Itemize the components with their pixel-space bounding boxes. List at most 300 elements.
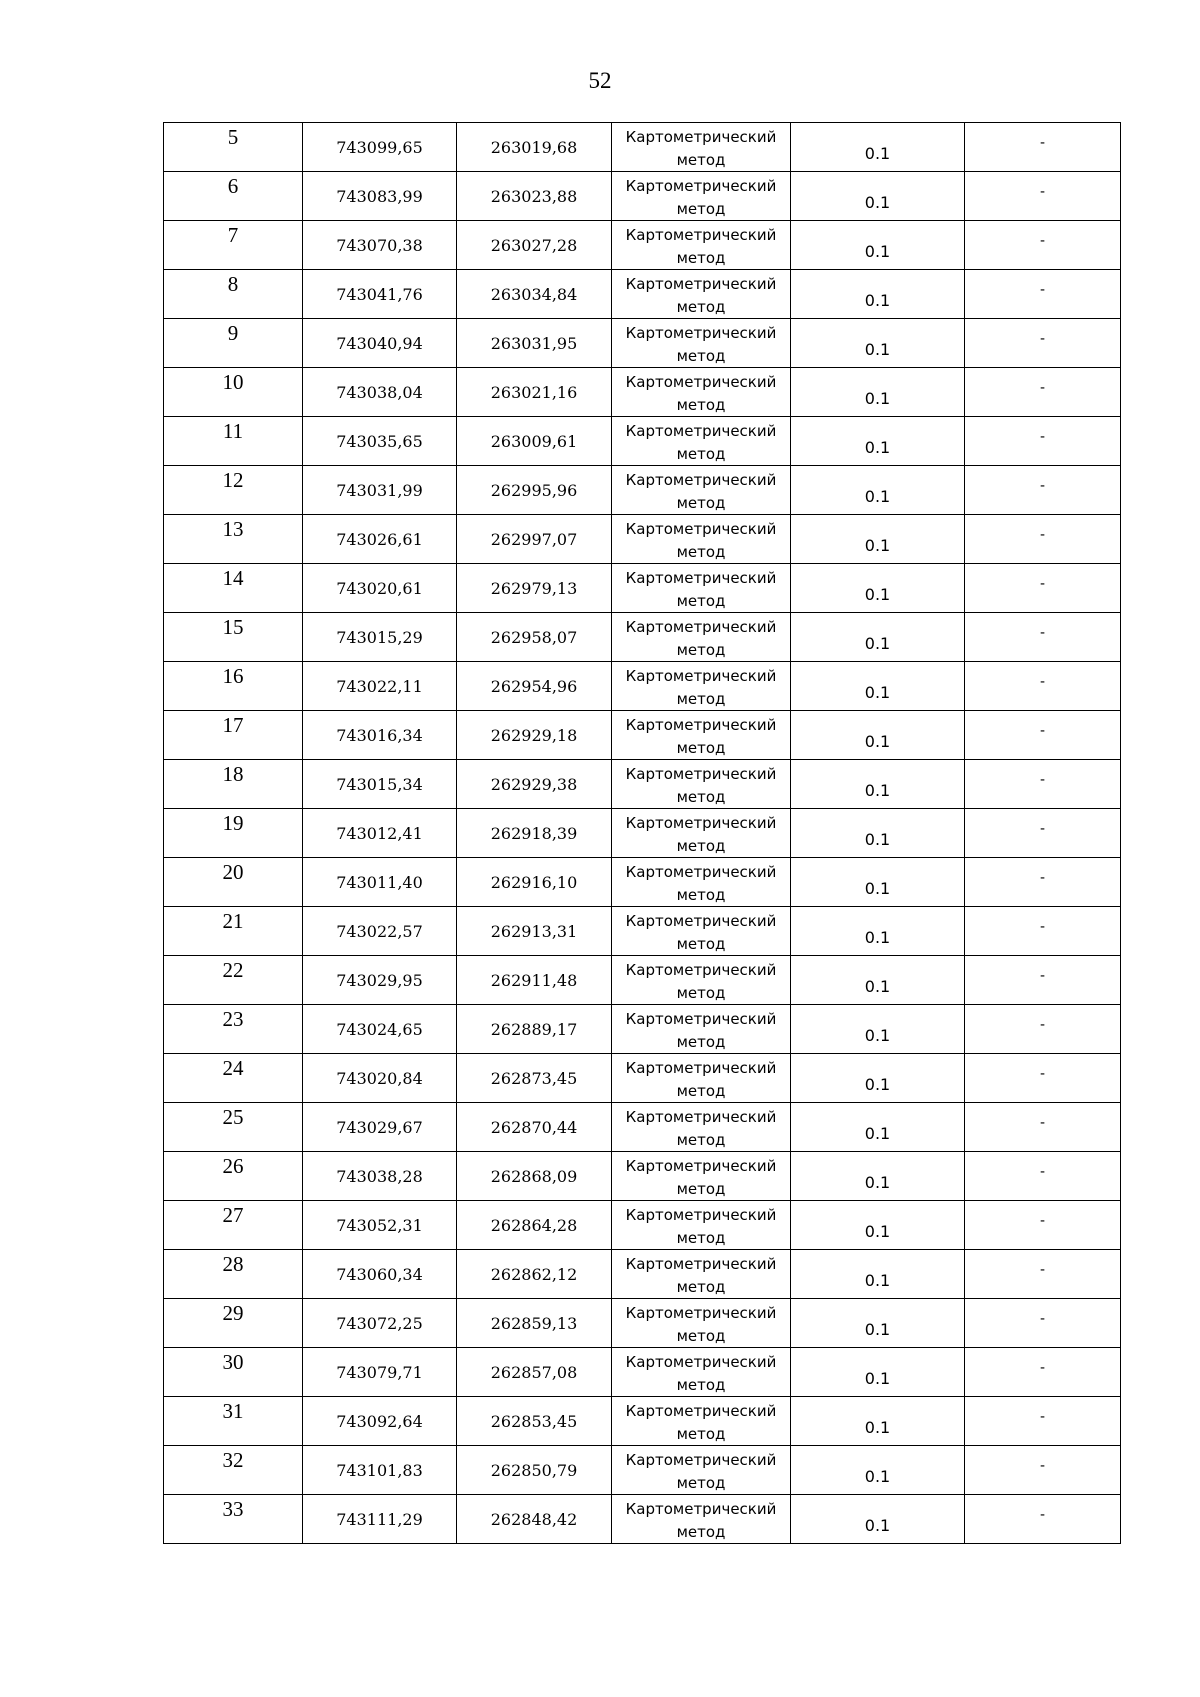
note-value: - bbox=[1039, 1458, 1046, 1474]
method-text bbox=[612, 322, 790, 368]
accuracy-value: 0.1 bbox=[864, 144, 891, 163]
accuracy-cell bbox=[791, 907, 965, 956]
method-text bbox=[612, 616, 790, 662]
accuracy-cell bbox=[791, 368, 965, 417]
method-cell bbox=[612, 270, 791, 319]
x-coordinate-cell bbox=[303, 515, 457, 564]
point-number: 21 bbox=[222, 909, 244, 933]
x-coordinate: 743070,38 bbox=[336, 236, 423, 255]
note-cell bbox=[965, 172, 1121, 221]
y-coordinate-cell bbox=[457, 662, 612, 711]
method-line-1: Картометрический bbox=[625, 1353, 777, 1371]
x-coordinate: 743029,67 bbox=[336, 1118, 423, 1137]
method-cell bbox=[612, 1446, 791, 1495]
accuracy-cell bbox=[791, 417, 965, 466]
method-text bbox=[612, 1351, 790, 1397]
point-number: 31 bbox=[222, 1399, 244, 1423]
accuracy-cell bbox=[791, 613, 965, 662]
point-number-cell bbox=[164, 466, 303, 515]
accuracy-cell bbox=[791, 221, 965, 270]
method-line-2: метод bbox=[676, 298, 726, 316]
x-coordinate: 743099,65 bbox=[336, 138, 423, 157]
note-cell bbox=[965, 1250, 1121, 1299]
method-text bbox=[612, 1106, 790, 1152]
point-number-cell bbox=[164, 809, 303, 858]
note-value: - bbox=[1039, 135, 1046, 151]
table-row bbox=[164, 1397, 1121, 1446]
x-coordinate-cell bbox=[303, 1054, 457, 1103]
accuracy-cell bbox=[791, 1103, 965, 1152]
accuracy-value: 0.1 bbox=[864, 634, 891, 653]
x-coordinate-cell bbox=[303, 172, 457, 221]
note-cell bbox=[965, 1495, 1121, 1544]
note-cell bbox=[965, 809, 1121, 858]
method-line-1: Картометрический bbox=[625, 422, 777, 440]
method-line-2: метод bbox=[676, 151, 726, 169]
method-line-1: Картометрический bbox=[625, 618, 777, 636]
y-coordinate: 262929,38 bbox=[490, 775, 578, 794]
point-number-cell bbox=[164, 662, 303, 711]
x-coordinate-cell bbox=[303, 1397, 457, 1446]
method-text bbox=[612, 910, 790, 956]
note-value: - bbox=[1039, 282, 1046, 298]
point-number: 9 bbox=[227, 321, 239, 345]
method-line-1: Картометрический bbox=[625, 471, 777, 489]
method-cell bbox=[612, 172, 791, 221]
method-text bbox=[612, 126, 790, 172]
accuracy-cell bbox=[791, 858, 965, 907]
point-number-cell bbox=[164, 221, 303, 270]
note-cell bbox=[965, 221, 1121, 270]
x-coordinate: 743060,34 bbox=[336, 1265, 423, 1284]
point-number: 23 bbox=[222, 1007, 244, 1031]
y-coordinate-cell bbox=[457, 858, 612, 907]
x-coordinate: 743038,28 bbox=[336, 1167, 423, 1186]
note-value: - bbox=[1039, 772, 1046, 788]
x-coordinate-cell bbox=[303, 466, 457, 515]
method-line-2: метод bbox=[676, 1425, 726, 1443]
method-cell bbox=[612, 221, 791, 270]
note-value: - bbox=[1039, 233, 1046, 249]
note-value: - bbox=[1039, 674, 1046, 690]
method-cell bbox=[612, 907, 791, 956]
y-coordinate: 262862,12 bbox=[490, 1265, 578, 1284]
point-number: 14 bbox=[222, 566, 244, 590]
y-coordinate: 262913,31 bbox=[490, 922, 578, 941]
point-number-cell bbox=[164, 270, 303, 319]
accuracy-cell bbox=[791, 1201, 965, 1250]
method-text bbox=[612, 1449, 790, 1495]
note-cell bbox=[965, 956, 1121, 1005]
accuracy-cell bbox=[791, 1054, 965, 1103]
method-line-2: метод bbox=[676, 396, 726, 414]
x-coordinate-cell bbox=[303, 319, 457, 368]
y-coordinate-cell bbox=[457, 417, 612, 466]
accuracy-cell bbox=[791, 319, 965, 368]
y-coordinate-cell bbox=[457, 1250, 612, 1299]
method-line-2: метод bbox=[676, 445, 726, 463]
method-cell bbox=[612, 123, 791, 172]
method-line-2: метод bbox=[676, 1033, 726, 1051]
accuracy-value: 0.1 bbox=[864, 830, 891, 849]
point-number: 25 bbox=[222, 1105, 244, 1129]
table-row bbox=[164, 1250, 1121, 1299]
y-coordinate: 263019,68 bbox=[490, 138, 578, 157]
method-text bbox=[612, 224, 790, 270]
point-number-cell bbox=[164, 417, 303, 466]
method-line-2: метод bbox=[676, 1082, 726, 1100]
x-coordinate-cell bbox=[303, 1005, 457, 1054]
x-coordinate: 743026,61 bbox=[336, 530, 423, 549]
point-number-cell bbox=[164, 1446, 303, 1495]
x-coordinate: 743024,65 bbox=[336, 1020, 423, 1039]
method-line-2: метод bbox=[676, 1474, 726, 1492]
y-coordinate-cell bbox=[457, 1005, 612, 1054]
point-number: 29 bbox=[222, 1301, 244, 1325]
method-cell bbox=[612, 662, 791, 711]
method-line-1: Картометрический bbox=[625, 1304, 777, 1322]
note-value: - bbox=[1039, 429, 1046, 445]
point-number: 17 bbox=[222, 713, 244, 737]
x-coordinate-cell bbox=[303, 760, 457, 809]
accuracy-value: 0.1 bbox=[864, 1075, 891, 1094]
method-line-2: метод bbox=[676, 690, 726, 708]
note-cell bbox=[965, 1103, 1121, 1152]
note-cell bbox=[965, 1054, 1121, 1103]
y-coordinate-cell bbox=[457, 956, 612, 1005]
note-cell bbox=[965, 417, 1121, 466]
accuracy-value: 0.1 bbox=[864, 1516, 891, 1535]
table-row bbox=[164, 711, 1121, 760]
method-line-2: метод bbox=[676, 886, 726, 904]
note-cell bbox=[965, 1397, 1121, 1446]
table-row bbox=[164, 858, 1121, 907]
accuracy-value: 0.1 bbox=[864, 487, 891, 506]
method-text bbox=[612, 420, 790, 466]
point-number-cell bbox=[164, 613, 303, 662]
x-coordinate-cell bbox=[303, 809, 457, 858]
method-line-1: Картометрический bbox=[625, 716, 777, 734]
note-value: - bbox=[1039, 527, 1046, 543]
note-cell bbox=[965, 123, 1121, 172]
x-coordinate: 743011,40 bbox=[336, 873, 423, 892]
x-coordinate-cell bbox=[303, 123, 457, 172]
y-coordinate: 262864,28 bbox=[490, 1216, 578, 1235]
x-coordinate: 743072,25 bbox=[336, 1314, 423, 1333]
point-number: 20 bbox=[222, 860, 244, 884]
y-coordinate: 262857,08 bbox=[490, 1363, 578, 1382]
method-cell bbox=[612, 466, 791, 515]
accuracy-value: 0.1 bbox=[864, 1173, 891, 1192]
method-cell bbox=[612, 368, 791, 417]
note-cell bbox=[965, 1446, 1121, 1495]
point-number-cell bbox=[164, 1152, 303, 1201]
y-coordinate-cell bbox=[457, 564, 612, 613]
method-line-2: метод bbox=[676, 984, 726, 1002]
table-row bbox=[164, 760, 1121, 809]
method-text bbox=[612, 469, 790, 515]
y-coordinate: 262954,96 bbox=[490, 677, 578, 696]
point-number-cell bbox=[164, 368, 303, 417]
method-line-1: Картометрический bbox=[625, 1157, 777, 1175]
method-line-2: метод bbox=[676, 641, 726, 659]
x-coordinate: 743012,41 bbox=[336, 824, 423, 843]
point-number-cell bbox=[164, 1397, 303, 1446]
accuracy-value: 0.1 bbox=[864, 1271, 891, 1290]
y-coordinate: 263009,61 bbox=[490, 432, 578, 451]
accuracy-cell bbox=[791, 809, 965, 858]
method-cell bbox=[612, 760, 791, 809]
accuracy-value: 0.1 bbox=[864, 781, 891, 800]
coordinates-table bbox=[163, 122, 1121, 1544]
method-line-1: Картометрический bbox=[625, 275, 777, 293]
method-line-2: метод bbox=[676, 1131, 726, 1149]
note-value: - bbox=[1039, 478, 1046, 494]
accuracy-cell bbox=[791, 564, 965, 613]
note-value: - bbox=[1039, 380, 1046, 396]
point-number-cell bbox=[164, 1103, 303, 1152]
method-cell bbox=[612, 1005, 791, 1054]
method-line-2: метод bbox=[676, 935, 726, 953]
point-number-cell bbox=[164, 1299, 303, 1348]
y-coordinate-cell bbox=[457, 1152, 612, 1201]
y-coordinate-cell bbox=[457, 1103, 612, 1152]
method-text bbox=[612, 1253, 790, 1299]
accuracy-value: 0.1 bbox=[864, 1418, 891, 1437]
accuracy-value: 0.1 bbox=[864, 1222, 891, 1241]
point-number-cell bbox=[164, 1495, 303, 1544]
point-number: 8 bbox=[227, 272, 239, 296]
table-row bbox=[164, 270, 1121, 319]
x-coordinate-cell bbox=[303, 907, 457, 956]
note-value: - bbox=[1039, 1213, 1046, 1229]
y-coordinate: 262979,13 bbox=[490, 579, 578, 598]
x-coordinate-cell bbox=[303, 956, 457, 1005]
y-coordinate: 262958,07 bbox=[490, 628, 578, 647]
table-row bbox=[164, 1446, 1121, 1495]
accuracy-value: 0.1 bbox=[864, 683, 891, 702]
method-cell bbox=[612, 1152, 791, 1201]
point-number: 11 bbox=[222, 419, 244, 443]
point-number: 26 bbox=[222, 1154, 244, 1178]
accuracy-cell bbox=[791, 1152, 965, 1201]
x-coordinate: 743083,99 bbox=[336, 187, 423, 206]
accuracy-cell bbox=[791, 515, 965, 564]
x-coordinate-cell bbox=[303, 221, 457, 270]
method-text bbox=[612, 1498, 790, 1544]
point-number: 15 bbox=[222, 615, 244, 639]
point-number: 5 bbox=[227, 125, 239, 149]
method-cell bbox=[612, 613, 791, 662]
note-value: - bbox=[1039, 576, 1046, 592]
method-text bbox=[612, 175, 790, 221]
y-coordinate: 262889,17 bbox=[490, 1020, 578, 1039]
y-coordinate: 262859,13 bbox=[490, 1314, 578, 1333]
method-line-2: метод bbox=[676, 1376, 726, 1394]
point-number: 30 bbox=[222, 1350, 244, 1374]
note-cell bbox=[965, 613, 1121, 662]
note-value: - bbox=[1039, 625, 1046, 641]
table-row bbox=[164, 1495, 1121, 1544]
method-line-1: Картометрический bbox=[625, 1402, 777, 1420]
y-coordinate-cell bbox=[457, 172, 612, 221]
y-coordinate: 262868,09 bbox=[490, 1167, 578, 1186]
method-cell bbox=[612, 1397, 791, 1446]
x-coordinate-cell bbox=[303, 270, 457, 319]
accuracy-value: 0.1 bbox=[864, 536, 891, 555]
note-value: - bbox=[1039, 919, 1046, 935]
point-number: 27 bbox=[222, 1203, 244, 1227]
accuracy-cell bbox=[791, 662, 965, 711]
method-line-2: метод bbox=[676, 788, 726, 806]
x-coordinate: 743040,94 bbox=[336, 334, 423, 353]
x-coordinate: 743111,29 bbox=[336, 1510, 423, 1529]
method-line-1: Картометрический bbox=[625, 324, 777, 342]
table-row bbox=[164, 956, 1121, 1005]
method-line-1: Картометрический bbox=[625, 1451, 777, 1469]
method-line-2: метод bbox=[676, 1229, 726, 1247]
y-coordinate-cell bbox=[457, 809, 612, 858]
point-number-cell bbox=[164, 564, 303, 613]
method-line-1: Картометрический bbox=[625, 765, 777, 783]
method-line-2: метод bbox=[676, 739, 726, 757]
method-cell bbox=[612, 956, 791, 1005]
method-cell bbox=[612, 1495, 791, 1544]
y-coordinate: 262995,96 bbox=[490, 481, 578, 500]
y-coordinate-cell bbox=[457, 760, 612, 809]
x-coordinate-cell bbox=[303, 1446, 457, 1495]
accuracy-cell bbox=[791, 270, 965, 319]
point-number: 13 bbox=[222, 517, 244, 541]
note-value: - bbox=[1039, 1017, 1046, 1033]
table-row bbox=[164, 172, 1121, 221]
note-cell bbox=[965, 858, 1121, 907]
accuracy-value: 0.1 bbox=[864, 928, 891, 947]
note-value: - bbox=[1039, 1311, 1046, 1327]
method-cell bbox=[612, 858, 791, 907]
method-line-1: Картометрический bbox=[625, 569, 777, 587]
method-text bbox=[612, 273, 790, 319]
y-coordinate-cell bbox=[457, 907, 612, 956]
accuracy-cell bbox=[791, 956, 965, 1005]
method-text bbox=[612, 1008, 790, 1054]
point-number-cell bbox=[164, 1201, 303, 1250]
method-cell bbox=[612, 417, 791, 466]
point-number-cell bbox=[164, 1348, 303, 1397]
accuracy-value: 0.1 bbox=[864, 1320, 891, 1339]
point-number-cell bbox=[164, 760, 303, 809]
x-coordinate-cell bbox=[303, 1299, 457, 1348]
accuracy-cell bbox=[791, 1005, 965, 1054]
accuracy-value: 0.1 bbox=[864, 1124, 891, 1143]
note-cell bbox=[965, 1201, 1121, 1250]
method-text bbox=[612, 714, 790, 760]
note-cell bbox=[965, 662, 1121, 711]
method-line-1: Картометрический bbox=[625, 1108, 777, 1126]
note-value: - bbox=[1039, 821, 1046, 837]
y-coordinate: 262848,42 bbox=[490, 1510, 578, 1529]
y-coordinate-cell bbox=[457, 1446, 612, 1495]
accuracy-value: 0.1 bbox=[864, 732, 891, 751]
method-cell bbox=[612, 809, 791, 858]
accuracy-cell bbox=[791, 1250, 965, 1299]
y-coordinate: 263027,28 bbox=[490, 236, 578, 255]
method-text bbox=[612, 518, 790, 564]
y-coordinate-cell bbox=[457, 1397, 612, 1446]
method-text bbox=[612, 1155, 790, 1201]
accuracy-value: 0.1 bbox=[864, 1026, 891, 1045]
method-text bbox=[612, 1400, 790, 1446]
point-number: 32 bbox=[222, 1448, 244, 1472]
table-row bbox=[164, 662, 1121, 711]
page-number: 52 bbox=[588, 68, 612, 93]
method-line-2: метод bbox=[676, 249, 726, 267]
note-value: - bbox=[1039, 1409, 1046, 1425]
x-coordinate: 743022,11 bbox=[336, 677, 423, 696]
method-line-1: Картометрический bbox=[625, 1206, 777, 1224]
table-row bbox=[164, 1348, 1121, 1397]
method-text bbox=[612, 959, 790, 1005]
note-cell bbox=[965, 368, 1121, 417]
accuracy-cell bbox=[791, 172, 965, 221]
y-coordinate-cell bbox=[457, 319, 612, 368]
y-coordinate: 263031,95 bbox=[490, 334, 578, 353]
y-coordinate: 262916,10 bbox=[490, 873, 578, 892]
note-value: - bbox=[1039, 1262, 1046, 1278]
x-coordinate: 743052,31 bbox=[336, 1216, 423, 1235]
method-line-2: метод bbox=[676, 1180, 726, 1198]
x-coordinate: 743101,83 bbox=[336, 1461, 423, 1480]
note-value: - bbox=[1039, 1164, 1046, 1180]
x-coordinate: 743041,76 bbox=[336, 285, 423, 304]
x-coordinate-cell bbox=[303, 1152, 457, 1201]
method-line-1: Картометрический bbox=[625, 520, 777, 538]
method-cell bbox=[612, 564, 791, 613]
method-line-2: метод bbox=[676, 1523, 726, 1541]
point-number: 33 bbox=[222, 1497, 244, 1521]
x-coordinate: 743092,64 bbox=[336, 1412, 423, 1431]
table-row bbox=[164, 417, 1121, 466]
point-number: 6 bbox=[227, 174, 239, 198]
x-coordinate: 743031,99 bbox=[336, 481, 423, 500]
note-cell bbox=[965, 1152, 1121, 1201]
method-cell bbox=[612, 711, 791, 760]
point-number: 22 bbox=[222, 958, 244, 982]
accuracy-value: 0.1 bbox=[864, 1467, 891, 1486]
x-coordinate-cell bbox=[303, 1250, 457, 1299]
y-coordinate: 262873,45 bbox=[490, 1069, 578, 1088]
y-coordinate-cell bbox=[457, 515, 612, 564]
method-text bbox=[612, 812, 790, 858]
accuracy-value: 0.1 bbox=[864, 193, 891, 212]
note-cell bbox=[965, 907, 1121, 956]
x-coordinate: 743029,95 bbox=[336, 971, 423, 990]
table-row bbox=[164, 1005, 1121, 1054]
table-row bbox=[164, 1201, 1121, 1250]
method-cell bbox=[612, 1103, 791, 1152]
x-coordinate-cell bbox=[303, 662, 457, 711]
table-row bbox=[164, 1299, 1121, 1348]
accuracy-cell bbox=[791, 466, 965, 515]
table-row bbox=[164, 564, 1121, 613]
note-value: - bbox=[1039, 1360, 1046, 1376]
note-value: - bbox=[1039, 1115, 1046, 1131]
method-line-1: Картометрический bbox=[625, 1255, 777, 1273]
x-coordinate-cell bbox=[303, 564, 457, 613]
accuracy-cell bbox=[791, 123, 965, 172]
table-row bbox=[164, 613, 1121, 662]
method-line-1: Картометрический bbox=[625, 1010, 777, 1028]
